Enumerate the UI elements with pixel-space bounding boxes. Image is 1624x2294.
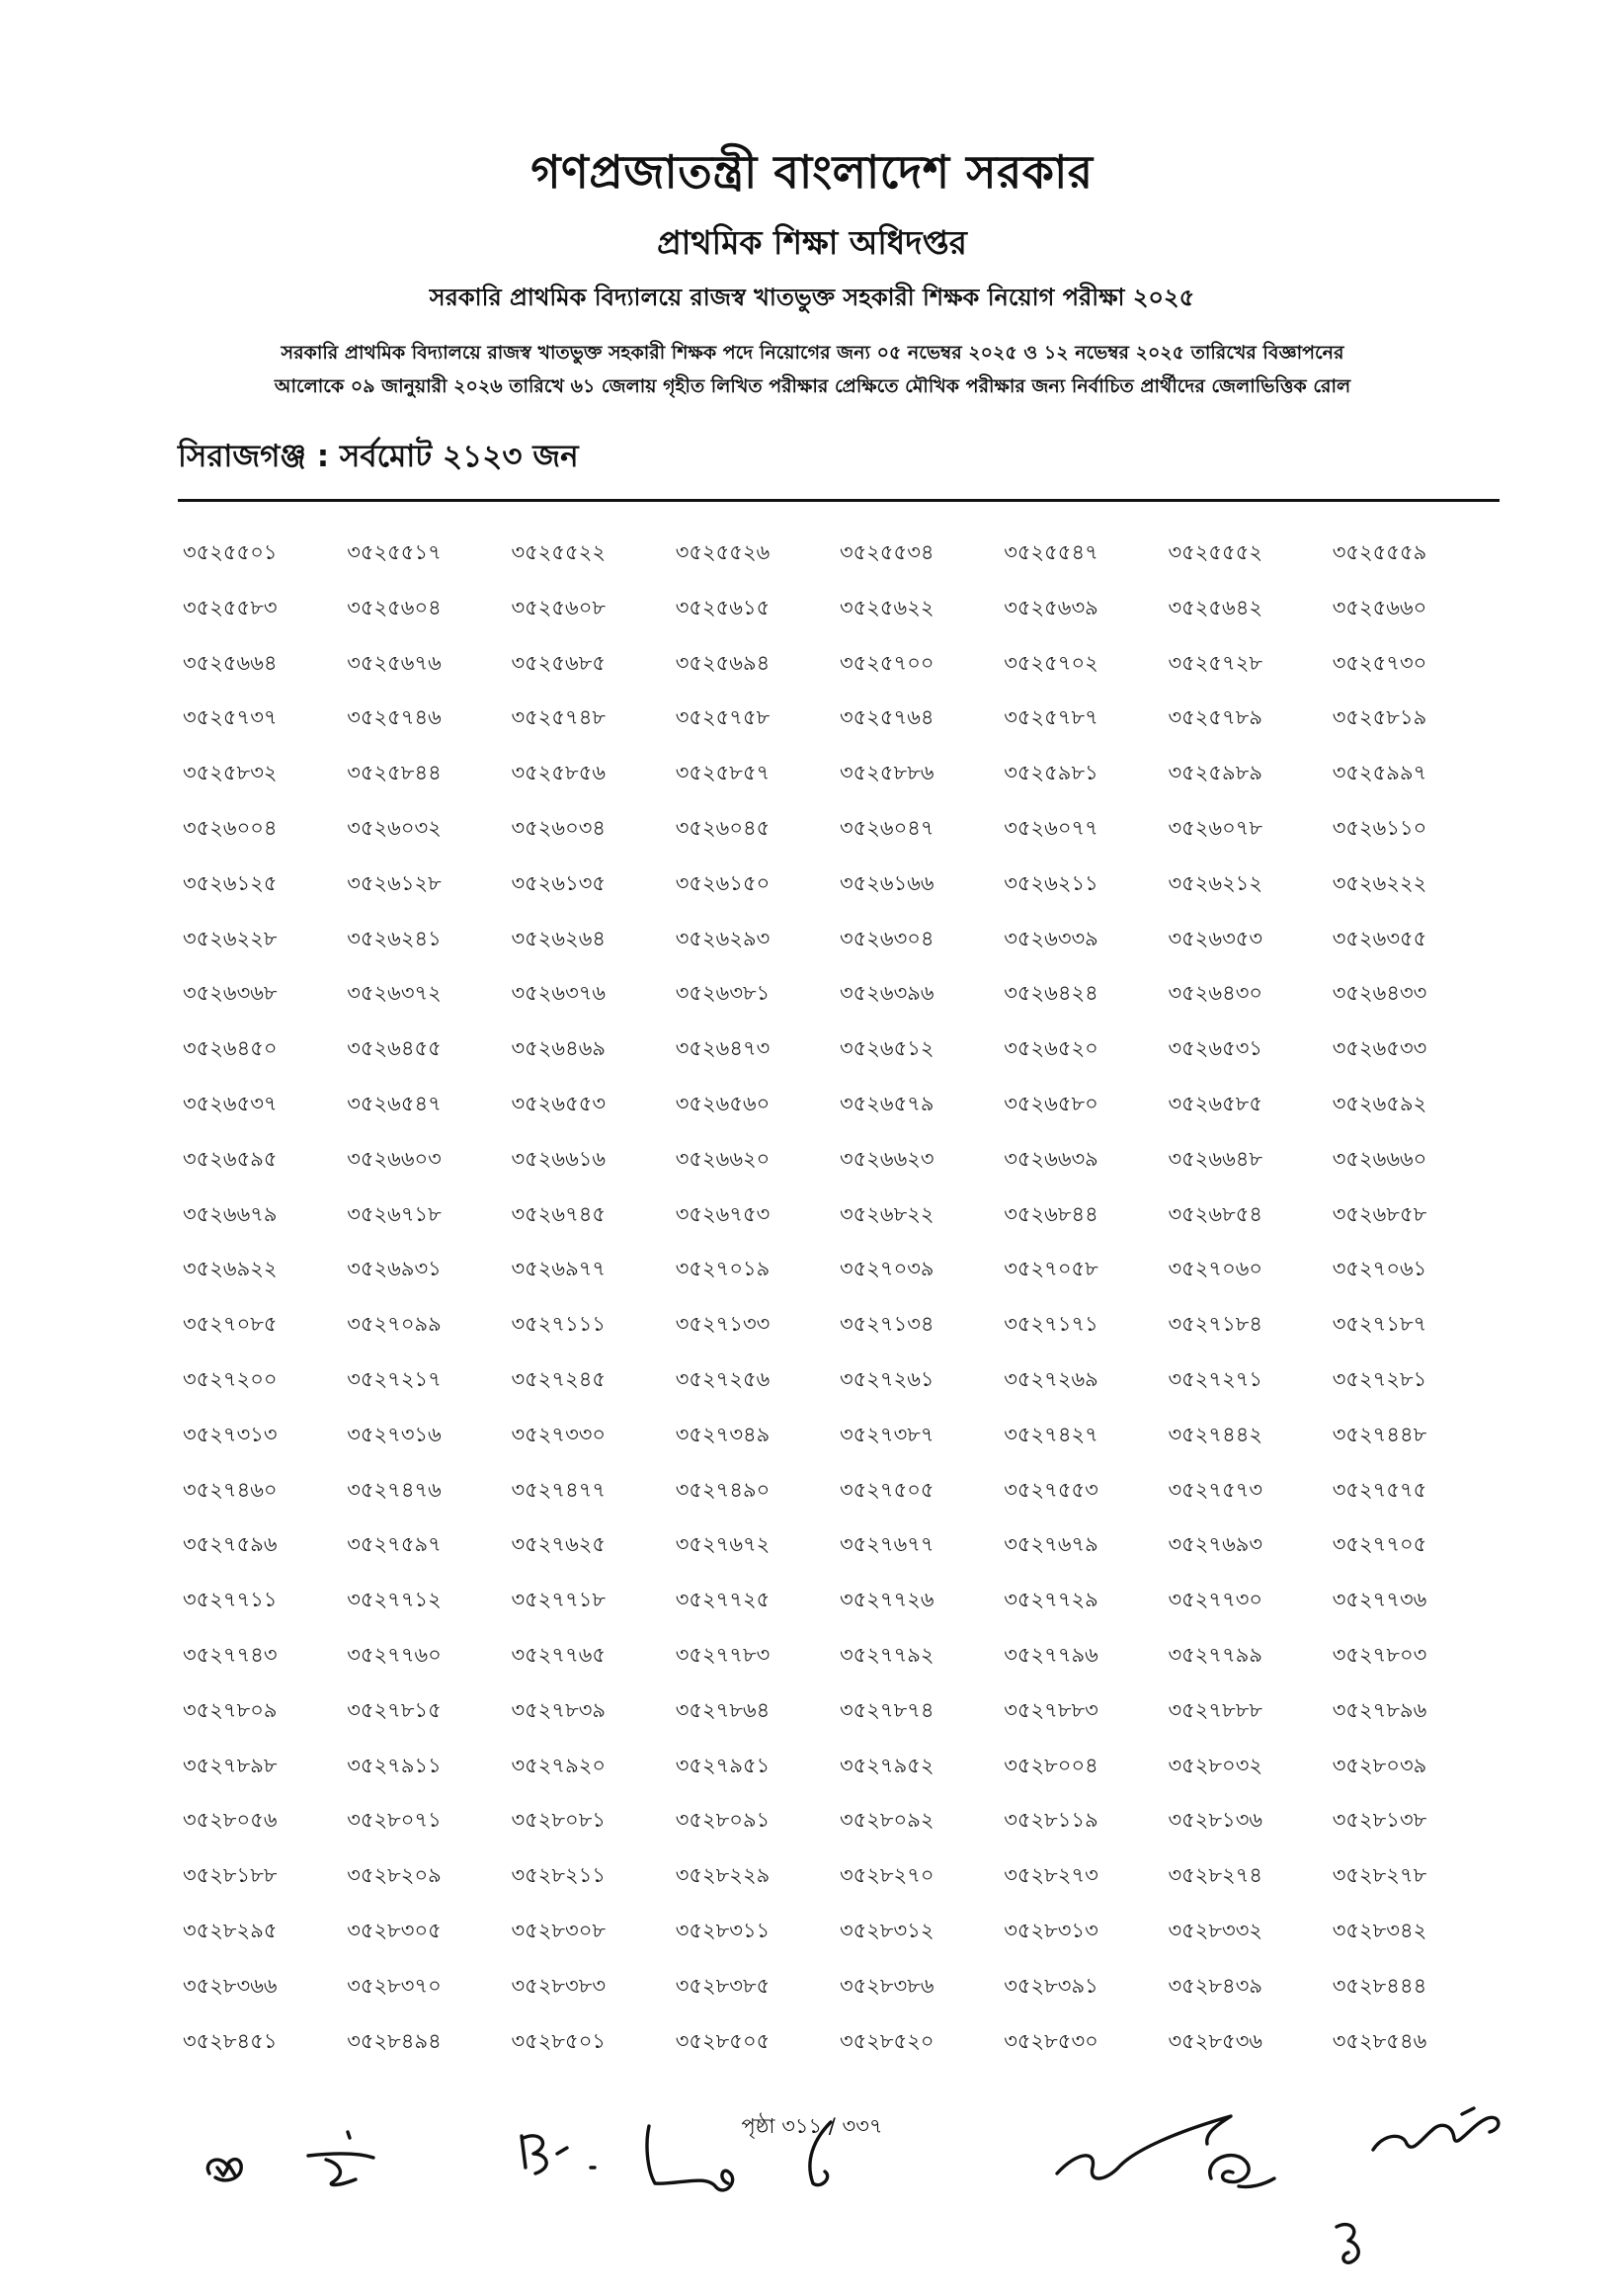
roll-number: ৩৫২৬৫২০ bbox=[1004, 1036, 1098, 1061]
roll-number: ৩৫২৭৪২৭ bbox=[1004, 1422, 1098, 1446]
roll-number: ৩৫২৭৮৩৯ bbox=[511, 1697, 606, 1722]
roll-number: ৩৫২৬৪২৪ bbox=[1004, 981, 1098, 1006]
roll-number: ৩৫২৭৬৯৩ bbox=[1168, 1532, 1263, 1557]
roll-number: ৩৫২৭২৭১ bbox=[1168, 1366, 1263, 1391]
roll-number: ৩৫২৬৫৩৩ bbox=[1332, 1036, 1427, 1061]
roll-number: ৩৫২৭২৫৬ bbox=[675, 1366, 771, 1391]
roll-number: ৩৫২৮০০৪ bbox=[1004, 1753, 1098, 1777]
signature-3 bbox=[514, 2124, 622, 2193]
roll-number: ৩৫২৮৫০১ bbox=[511, 2028, 606, 2053]
roll-number: ৩৫২৭৪৭৭ bbox=[511, 1477, 607, 1502]
notice-line-2: আলোকে ০৯ জানুয়ারী ২০২৬ তারিখে ৬১ জেলায় গৃহীত লিখিত পরীক্ষার প্রেক্ষিতে মৌখিক পরীক্ষার জন্য নির্বাচিত প্রার্থীদের জেলাভিত্তিক রোল bbox=[274, 375, 1351, 397]
signature-2 bbox=[296, 2124, 385, 2193]
roll-number: ৩৫২৭৭৮৩ bbox=[675, 1642, 771, 1667]
roll-number: ৩৫২৭৯৫১ bbox=[675, 1753, 771, 1777]
notice-text bbox=[148, 336, 1477, 403]
roll-number: ৩৫২৭৫৯৬ bbox=[183, 1532, 278, 1557]
roll-number: ৩৫২৫৬২২ bbox=[840, 595, 934, 619]
roll-number: ৩৫২৭৪৪৮ bbox=[1332, 1422, 1427, 1446]
roll-number: ৩৫২৬৬৬০ bbox=[1332, 1146, 1427, 1171]
roll-number: ৩৫২৮০৭১ bbox=[347, 1808, 442, 1833]
roll-number: ৩৫২৬৯২২ bbox=[183, 1257, 278, 1281]
roll-number: ৩৫২৭৫৭৩ bbox=[1168, 1477, 1263, 1502]
roll-number: ৩৫২৬৪৩০ bbox=[1168, 981, 1263, 1006]
roll-number: ৩৫২৬২৬৪ bbox=[511, 926, 607, 950]
district-heading: সিরাজগঞ্জ : সর্বমোট ২১২৩ জন bbox=[178, 439, 579, 474]
signature-6 bbox=[1195, 2139, 1284, 2208]
roll-number: ৩৫২৫৭৩০ bbox=[1332, 650, 1427, 675]
roll-number: ৩৫২৭২৮১ bbox=[1332, 1366, 1427, 1391]
roll-number: ৩৫২৭২৬১ bbox=[840, 1366, 934, 1391]
roll-number: ৩৫২৫৫৩৪ bbox=[840, 540, 934, 564]
roll-number: ৩৫২৬৩৫৫ bbox=[1332, 926, 1427, 950]
roll-number: ৩৫২৮১৩৮ bbox=[1332, 1808, 1427, 1833]
roll-number: ৩৫২৫৫০১ bbox=[183, 540, 278, 564]
roll-number: ৩৫২৮৩৯১ bbox=[1004, 1973, 1098, 1998]
roll-number: ৩৫২৫৭৩৭ bbox=[183, 705, 278, 730]
roll-number: ৩৫২৭৫৯৭ bbox=[347, 1532, 442, 1557]
roll-number: ৩৫২৫৭৪৮ bbox=[511, 705, 606, 730]
roll-number: ৩৫২৮০৫৬ bbox=[183, 1808, 278, 1833]
roll-number: ৩৫২৬৫৭৯ bbox=[840, 1091, 934, 1115]
roll-number: ৩৫২৭৩১৬ bbox=[347, 1422, 442, 1446]
signature-7 bbox=[1363, 2094, 1511, 2173]
roll-number: ৩৫২৮৩৩২ bbox=[1168, 1918, 1263, 1942]
roll-number: ৩৫২৮০৯২ bbox=[840, 1808, 934, 1833]
roll-number: ৩৫২৬৬৭৯ bbox=[183, 1201, 278, 1226]
roll-number: ৩৫২৫৫৫৯ bbox=[1332, 540, 1427, 564]
roll-number: ৩৫২৫৮৫৬ bbox=[511, 761, 606, 785]
roll-number: ৩৫২৮১১৯ bbox=[1004, 1808, 1098, 1833]
roll-number: ৩৫২৫৬০৮ bbox=[511, 595, 606, 619]
roll-number: ৩৫২৮৩১১ bbox=[675, 1918, 771, 1942]
roll-number: ৩৫২৬৬১৬ bbox=[511, 1146, 607, 1171]
roll-number: ৩৫২৬৪৩৩ bbox=[1332, 981, 1427, 1006]
roll-number: ৩৫২৬৩৮১ bbox=[675, 981, 771, 1006]
roll-number: ৩৫২৫৭২৮ bbox=[1168, 650, 1262, 675]
roll-number: ৩৫২৬০০৪ bbox=[183, 815, 278, 840]
roll-number: ৩৫২৮৫২০ bbox=[840, 2028, 934, 2053]
roll-number: ৩৫২৬১২৮ bbox=[347, 870, 442, 895]
roll-number: ৩৫২৮৩১৩ bbox=[1004, 1918, 1098, 1942]
roll-number: ৩৫২৮৩১২ bbox=[840, 1918, 934, 1942]
roll-number: ৩৫২৫৮৮৬ bbox=[840, 761, 934, 785]
roll-number: ৩৫২৭৮৭৪ bbox=[840, 1697, 934, 1722]
roll-number: ৩৫২৫৮৫৭ bbox=[675, 761, 771, 785]
roll-number: ৩৫২৭৭৯৯ bbox=[1168, 1642, 1262, 1667]
roll-number: ৩৫২৫৫৮৩ bbox=[183, 595, 278, 619]
roll-number: ৩৫২৮৫০৫ bbox=[675, 2028, 771, 2053]
roll-number: ৩৫২৭৭৩০ bbox=[1168, 1588, 1263, 1612]
roll-number: ৩৫২৭৬৭২ bbox=[675, 1532, 771, 1557]
roll-number: ৩৫২৬৩৭৬ bbox=[511, 981, 607, 1006]
roll-number: ৩৫২৮০৯১ bbox=[675, 1808, 771, 1833]
roll-number: ৩৫২৬০৪৫ bbox=[675, 815, 771, 840]
roll-number: ৩৫২৭৮৮৮ bbox=[1168, 1697, 1262, 1722]
roll-number: ৩৫২৬২২২ bbox=[1332, 870, 1427, 895]
roll-number: ৩৫২৮৫৩০ bbox=[1004, 2028, 1098, 2053]
roll-number: ৩৫২৭৩১৩ bbox=[183, 1422, 278, 1446]
roll-number: ৩৫২৮২২৯ bbox=[675, 1863, 771, 1888]
roll-number: ৩৫২৬২৪১ bbox=[347, 926, 442, 950]
roll-number: ৩৫২৫৭০০ bbox=[840, 650, 934, 675]
roll-number: ৩৫২৬৮৫৪ bbox=[1168, 1201, 1262, 1226]
roll-number: ৩৫২৫৬৬০ bbox=[1332, 595, 1427, 619]
signature-4 bbox=[637, 2114, 874, 2203]
roll-number: ৩৫২৭০৬১ bbox=[1332, 1257, 1427, 1281]
roll-number: ৩৫২৭৫৭৫ bbox=[1332, 1477, 1427, 1502]
roll-number: ৩৫২৭৭৬৫ bbox=[511, 1642, 607, 1667]
roll-number: ৩৫২৬৬৪৮ bbox=[1168, 1146, 1262, 1171]
roll-number: ৩৫২৮২৭৮ bbox=[1332, 1863, 1427, 1888]
roll-number: ৩৫২৬৯৭৭ bbox=[511, 1257, 607, 1281]
roll-number: ৩৫২৮৩৮৬ bbox=[840, 1973, 934, 1998]
roll-number: ৩৫২৭৭২৫ bbox=[675, 1588, 771, 1612]
roll-number: ৩৫২৭২১৭ bbox=[347, 1366, 442, 1391]
roll-number: ৩৫২৮৩৬৬ bbox=[183, 1973, 278, 1998]
roll-number: ৩৫২৭১৮৭ bbox=[1332, 1312, 1427, 1337]
roll-number: ৩৫২৬০৪৭ bbox=[840, 815, 934, 840]
roll-number: ৩৫২৮২৭০ bbox=[840, 1863, 934, 1888]
roll-number: ৩৫২৮১৮৮ bbox=[183, 1863, 278, 1888]
roll-number: ৩৫২৫৬৯৪ bbox=[675, 650, 771, 675]
roll-number: ৩৫২৮৩৭০ bbox=[347, 1973, 442, 1998]
roll-number: ৩৫২৭০৬০ bbox=[1168, 1257, 1263, 1281]
roll-number: ৩৫২৫৯৯৭ bbox=[1332, 761, 1427, 785]
roll-number: ৩৫২৭৪৯০ bbox=[675, 1477, 771, 1502]
roll-number: ৩৫২৭৯২০ bbox=[511, 1753, 607, 1777]
roll-number: ৩৫২৫৭৮৯ bbox=[1168, 705, 1262, 730]
roll-number: ৩৫২৬২২৮ bbox=[183, 926, 278, 950]
roll-number: ৩৫২৬৪৭৩ bbox=[675, 1036, 771, 1061]
roll-number: ৩৫২৬৩৬৮ bbox=[183, 981, 278, 1006]
roll-number: ৩৫২৭৮৬৪ bbox=[675, 1697, 771, 1722]
roll-number: ৩৫২৬৫৮০ bbox=[1004, 1091, 1098, 1115]
roll-number: ৩৫২৬৭৪৫ bbox=[511, 1201, 606, 1226]
roll-number: ৩৫২৬১৩৫ bbox=[511, 870, 606, 895]
roll-number: ৩৫২৬২৯৩ bbox=[675, 926, 771, 950]
roll-number: ৩৫২৮৪৩৯ bbox=[1168, 1973, 1262, 1998]
roll-number: ৩৫২৬৮৫৮ bbox=[1332, 1201, 1427, 1226]
roll-number: ৩৫২৬৮২২ bbox=[840, 1201, 934, 1226]
roll-number: ৩৫২৭০৩৯ bbox=[840, 1257, 934, 1281]
roll-number: ৩৫২৮৫৩৬ bbox=[1168, 2028, 1262, 2053]
roll-number: ৩৫২৬২১২ bbox=[1168, 870, 1263, 895]
roll-number: ৩৫২৭৬২৫ bbox=[511, 1532, 607, 1557]
roll-number: ৩৫২৫৭০২ bbox=[1004, 650, 1098, 675]
roll-number: ৩৫২৭৬৭৭ bbox=[840, 1532, 934, 1557]
roll-number-grid bbox=[183, 538, 1497, 2082]
roll-number: ৩৫২৮০৩৯ bbox=[1332, 1753, 1427, 1777]
roll-number: ৩৫২৫৭৬৪ bbox=[840, 705, 934, 730]
roll-number: ৩৫২৫৬৮৫ bbox=[511, 650, 606, 675]
roll-number: ৩৫২৫৬৪২ bbox=[1168, 595, 1262, 619]
roll-number: ৩৫২৮০৮১ bbox=[511, 1808, 606, 1833]
roll-number: ৩৫২৫৫৪৭ bbox=[1004, 540, 1098, 564]
roll-number: ৩৫২৭৫৫৩ bbox=[1004, 1477, 1098, 1502]
roll-number: ৩৫২৬৭৫৩ bbox=[675, 1201, 771, 1226]
roll-number: ৩৫২৮৩৪২ bbox=[1332, 1918, 1427, 1942]
roll-number: ৩৫২৬৪৫৫ bbox=[347, 1036, 442, 1061]
roll-number: ৩৫২৬১২৫ bbox=[183, 870, 278, 895]
roll-number: ৩৫২৭২০০ bbox=[183, 1366, 278, 1391]
roll-number: ৩৫২৭৩৩০ bbox=[511, 1422, 607, 1446]
roll-number: ৩৫২৭৪৪২ bbox=[1168, 1422, 1262, 1446]
roll-number: ৩৫২৬৫৬০ bbox=[675, 1091, 771, 1115]
roll-number: ৩৫২৭৭৯৬ bbox=[1004, 1642, 1098, 1667]
roll-number: ৩৫২৬৫৯৫ bbox=[183, 1146, 278, 1171]
roll-number: ৩৫২৬৬২৩ bbox=[840, 1146, 934, 1171]
roll-number: ৩৫২৬৫৩৭ bbox=[183, 1091, 278, 1115]
roll-number: ৩৫২৬৩৩৯ bbox=[1004, 926, 1098, 950]
signature-1 bbox=[198, 2144, 257, 2193]
roll-number: ৩৫২৫৭৪৬ bbox=[347, 705, 442, 730]
roll-number: ৩৫২৫৬০৪ bbox=[347, 595, 442, 619]
roll-number: ৩৫২৬২১১ bbox=[1004, 870, 1098, 895]
roll-number: ৩৫২৮৩৮৩ bbox=[511, 1973, 606, 1998]
roll-number: ৩৫২৭৭৬০ bbox=[347, 1642, 442, 1667]
roll-number: ৩৫২৫৯৮৯ bbox=[1168, 761, 1262, 785]
roll-number: ৩৫২৬৫১২ bbox=[840, 1036, 934, 1061]
roll-number: ৩৫২৭১৩৩ bbox=[675, 1312, 771, 1337]
roll-number: ৩৫২৮৪৯৪ bbox=[347, 2028, 442, 2053]
roll-number: ৩৫২৫৫২২ bbox=[511, 540, 606, 564]
roll-number: ৩৫২৭০৫৮ bbox=[1004, 1257, 1098, 1281]
roll-number: ৩৫২৬৬০৩ bbox=[347, 1146, 442, 1171]
roll-number: ৩৫২৭০১৯ bbox=[675, 1257, 771, 1281]
roll-number: ৩৫২৮৩০৮ bbox=[511, 1918, 606, 1942]
roll-number: ৩৫২৬৬৩৯ bbox=[1004, 1146, 1098, 1171]
roll-number: ৩৫২৮৪৪৪ bbox=[1332, 1973, 1427, 1998]
roll-number: ৩৫২৫৫১৭ bbox=[347, 540, 442, 564]
roll-number: ৩৫২৮৩৮৫ bbox=[675, 1973, 771, 1998]
signature-8 bbox=[1329, 2213, 1388, 2272]
roll-number: ৩৫২৫৫৫২ bbox=[1168, 540, 1262, 564]
roll-number: ৩৫২৮২৭৪ bbox=[1168, 1863, 1262, 1888]
roll-number: ৩৫২৭১৩৪ bbox=[840, 1312, 934, 1337]
roll-number: ৩৫২৫৮১৯ bbox=[1332, 705, 1427, 730]
roll-number: ৩৫২৫৬৬৪ bbox=[183, 650, 278, 675]
roll-number: ৩৫২৫৮৪৪ bbox=[347, 761, 442, 785]
roll-number: ৩৫২৭৮১৫ bbox=[347, 1697, 442, 1722]
roll-number: ৩৫২৫৫২৬ bbox=[675, 540, 771, 564]
roll-number: ৩৫২৭৯৫২ bbox=[840, 1753, 934, 1777]
roll-number: ৩৫২৭৩৪৯ bbox=[675, 1422, 771, 1446]
roll-number: ৩৫২৬১৬৬ bbox=[840, 870, 934, 895]
roll-number: ৩৫২৬৩০৪ bbox=[840, 926, 934, 950]
roll-number: ৩৫২৬৮৪৪ bbox=[1004, 1201, 1098, 1226]
roll-number: ৩৫২৬৫৩১ bbox=[1168, 1036, 1262, 1061]
roll-number: ৩৫২৬৭১৮ bbox=[347, 1201, 442, 1226]
roll-number: ৩৫২৭৭০৫ bbox=[1332, 1532, 1427, 1557]
roll-number: ৩৫২৭৭২৯ bbox=[1004, 1588, 1098, 1612]
roll-number: ৩৫২৫৭৫৮ bbox=[675, 705, 771, 730]
roll-number: ৩৫২৬৯৩১ bbox=[347, 1257, 442, 1281]
roll-number: ৩৫২৭৭১১ bbox=[183, 1588, 278, 1612]
roll-number: ৩৫২৭৮৯৮ bbox=[183, 1753, 278, 1777]
roll-number: ৩৫২৭৭৯২ bbox=[840, 1642, 934, 1667]
roll-number: ৩৫২৭১৭১ bbox=[1004, 1312, 1098, 1337]
roll-number: ৩৫২৭৪৬০ bbox=[183, 1477, 278, 1502]
roll-number: ৩৫২৭৭৩৬ bbox=[1332, 1588, 1427, 1612]
heading-divider bbox=[178, 499, 1500, 502]
roll-number: ৩৫২৮২৯৫ bbox=[183, 1918, 278, 1942]
roll-number: ৩৫২৬৩৭২ bbox=[347, 981, 442, 1006]
roll-number: ৩৫২৭৫০৫ bbox=[840, 1477, 934, 1502]
roll-number: ৩৫২৮৪৫১ bbox=[183, 2028, 278, 2053]
roll-number: ৩৫২৬৫৪৭ bbox=[347, 1091, 442, 1115]
roll-number: ৩৫২৬০৭৭ bbox=[1004, 815, 1098, 840]
government-title: গণপ্রজাতন্ত্রী বাংলাদেশ সরকার bbox=[530, 145, 1094, 199]
roll-number: ৩৫২৮৩০৫ bbox=[347, 1918, 442, 1942]
roll-number: ৩৫২৬৩৯৬ bbox=[840, 981, 934, 1006]
roll-number: ৩৫২৫৬১৫ bbox=[675, 595, 771, 619]
roll-number: ৩৫২৬৪৬৯ bbox=[511, 1036, 606, 1061]
roll-number: ৩৫২৭৩৮৭ bbox=[840, 1422, 934, 1446]
roll-number: ৩৫২৭০৮৫ bbox=[183, 1312, 278, 1337]
roll-number: ৩৫২৫৮৩২ bbox=[183, 761, 278, 785]
roll-number: ৩৫২৮৫৪৬ bbox=[1332, 2028, 1427, 2053]
roll-number: ৩৫২৭২৪৫ bbox=[511, 1366, 606, 1391]
roll-number: ৩৫২৭৮০৩ bbox=[1332, 1642, 1427, 1667]
page-number: পৃষ্ঠা ৩১১ / ৩৩৭ bbox=[741, 2114, 883, 2138]
roll-number: ৩৫২৭৪৭৬ bbox=[347, 1477, 442, 1502]
roll-number: ৩৫২৬৬২০ bbox=[675, 1146, 771, 1171]
roll-number: ৩৫২৭১৮৪ bbox=[1168, 1312, 1262, 1337]
roll-number: ৩৫২৭৮০৯ bbox=[183, 1697, 278, 1722]
roll-number: ৩৫২৮২১১ bbox=[511, 1863, 606, 1888]
roll-number: ৩৫২৬০৭৮ bbox=[1168, 815, 1263, 840]
roll-number: ৩৫২৬০৩২ bbox=[347, 815, 442, 840]
roll-number: ৩৫২৭০৯৯ bbox=[347, 1312, 442, 1337]
roll-number: ৩৫২৭৬৭৯ bbox=[1004, 1532, 1098, 1557]
roll-number: ৩৫২৬০৩৪ bbox=[511, 815, 607, 840]
directorate-title: প্রাথমিক শিক্ষা অধিদপ্তর bbox=[657, 223, 967, 262]
roll-number: ৩৫২৭৮৮৩ bbox=[1004, 1697, 1098, 1722]
roll-number: ৩৫২৬৩৫৩ bbox=[1168, 926, 1263, 950]
notice-line-1: সরকারি প্রাথমিক বিদ্যালয়ে রাজস্ব খাতভুক্ত সহকারী শিক্ষক পদে নিয়োগের জন্য ০৫ নভেম্বর ২০২৫ ও ১২ নভেম্বর ২০২৫ তারিখের বিজ্ঞাপনের bbox=[281, 342, 1344, 364]
roll-number: ৩৫২৭১১১ bbox=[511, 1312, 606, 1337]
roll-number: ৩৫২৮১৩৬ bbox=[1168, 1808, 1262, 1833]
roll-number: ৩৫২৫৭৮৭ bbox=[1004, 705, 1098, 730]
exam-title: সরকারি প্রাথমিক বিদ্যালয়ে রাজস্ব খাতভুক্ত সহকারী শিক্ষক নিয়োগ পরীক্ষা ২০২৫ bbox=[429, 284, 1195, 311]
roll-number: ৩৫২৬৪৫০ bbox=[183, 1036, 278, 1061]
roll-number: ৩৫২৬১১০ bbox=[1332, 815, 1427, 840]
roll-number: ৩৫২৬১৫০ bbox=[675, 870, 771, 895]
roll-number: ৩৫২৮২০৯ bbox=[347, 1863, 442, 1888]
roll-number: ৩৫২৭৭৪৩ bbox=[183, 1642, 278, 1667]
roll-number: ৩৫২৭৭১৮ bbox=[511, 1588, 606, 1612]
roll-number: ৩৫২৭২৬৯ bbox=[1004, 1366, 1098, 1391]
roll-number: ৩৫২৫৯৮১ bbox=[1004, 761, 1098, 785]
roll-number: ৩৫২৭৮৯৬ bbox=[1332, 1697, 1427, 1722]
roll-number: ৩৫২৭৭১২ bbox=[347, 1588, 442, 1612]
roll-number: ৩৫২৫৬৭৬ bbox=[347, 650, 442, 675]
roll-number: ৩৫২৭৯১১ bbox=[347, 1753, 442, 1777]
roll-number: ৩৫২৮২৭৩ bbox=[1004, 1863, 1098, 1888]
roll-number: ৩৫২৬৫৯২ bbox=[1332, 1091, 1427, 1115]
roll-number: ৩৫২৬৫৮৫ bbox=[1168, 1091, 1262, 1115]
roll-number: ৩৫২৫৬৩৯ bbox=[1004, 595, 1098, 619]
roll-number: ৩৫২৬৫৫৩ bbox=[511, 1091, 606, 1115]
roll-number: ৩৫২৭৭২৬ bbox=[840, 1588, 934, 1612]
roll-number: ৩৫২৮০৩২ bbox=[1168, 1753, 1263, 1777]
